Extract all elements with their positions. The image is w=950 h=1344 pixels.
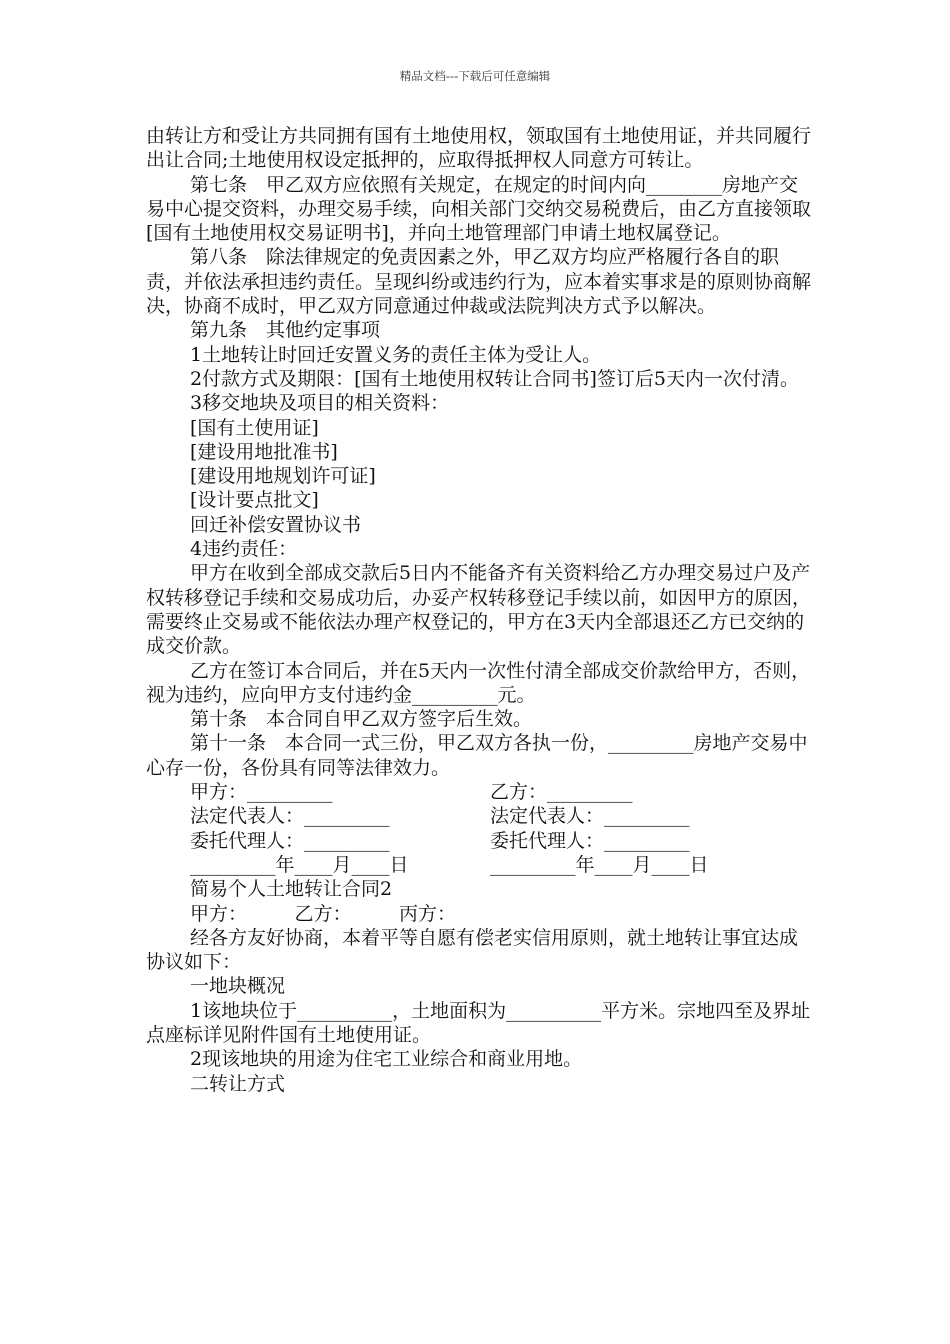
party-b-legal-rep: 法定代表人：_________ [490,805,690,828]
party-a-date: _________年____月____日 [190,853,409,876]
contract-2-section-2: 二转让方式 [190,1072,286,1095]
party-a-legal-rep: 法定代表人：_________ [190,805,390,828]
contract-2-title: 简易个人土地转让合同2 [190,878,393,901]
article-8: 第八条 除法律规定的免责因素之外，甲乙双方均应严格履行各自的职责，并依法承担违约责任。呈现纠纷或违约行为，应本着实事求是的原则协商解决，协商不成时，甲乙双方同意通过仲裁或法院判决方式予以解决。 [146,246,812,318]
document-body [146,124,811,1096]
signature-row [146,780,811,804]
party-b-date: _________年____月____日 [490,853,709,876]
party-a-agent: 委托代理人：_________ [190,829,390,852]
document-list-item: [国有土使用证] [190,416,319,439]
document-list-item: 回迁补偿安置协议书 [190,513,362,536]
article-11: 第十一条 本合同一式三份，甲乙双方各执一份，_________房地产交易中心存一份，各份具有同等法律效力。 [146,732,808,779]
article-9-item-1: 1土地转让时回迁安置义务的责任主体为受让人。 [190,343,602,366]
contract-2-intro: 经各方友好协商，本着平等自愿有偿老实信用原则，就土地转让事宜达成协议如下： [146,926,799,974]
document-list-item: [设计要点批文] [190,489,319,512]
contract-2-parties: 甲方： 乙方： 丙方： [190,902,457,925]
contract-2-item-1: 1该地块位于__________，土地面积为__________平方米。宗地四至及界址点座标详见附件国有土地使用证。 [146,999,811,1046]
signature-row [146,829,811,853]
document-list-item: [建设用地批准书] [190,440,338,463]
article-7: 第七条 甲乙双方应依照有关规定，在规定的时间内向________房地产交易中心提交资料，办理交易手续，向相关部门交纳交易税费后，由乙方直接领取[国有土地使用权交易证明书]，并向土地管理部门申请土地权属登记。 [146,173,812,245]
signature-row [146,853,811,877]
article-9-item-2: 2付款方式及期限：[国有土地使用权转让合同书]签订后5天内一次付清。 [190,367,800,390]
signature-row [146,804,811,828]
article-9-item-3: 3移交地块及项目的相关资料： [190,392,450,415]
contract-2-section-1: 一地块概况 [190,975,286,998]
article-10: 第十条 本合同自甲乙双方签字后生效。 [190,708,533,731]
party-a-liability: 甲方在收到全部成交款后5日内不能备齐有关资料给乙方办理交易过户及产权转移登记手续和交易成功后，办妥产权转移登记手续以前，如因甲方的原因，需要终止交易或不能依法办理产权登记的，甲方在3天内全部退还乙方已交纳的成交价款。 [146,562,812,658]
party-b-signature: 乙方：_________ [490,781,633,804]
party-b-agent: 委托代理人：_________ [490,829,690,852]
party-a-signature: 甲方：_________ [190,781,333,804]
contract-2-item-2: 2现该地块的用途为住宅工业综合和商业用地。 [190,1048,583,1071]
article-9-heading: 第九条 其他约定事项 [190,319,381,342]
paragraph-transfer-conditions: 由转让方和受让方共同拥有国有土地使用权，领取国有土地使用证，并共同履行出让合同;土地使用权设定抵押的，应取得抵押权人同意方可转让。 [146,125,812,172]
party-b-liability: 乙方在签订本合同后，并在5天内一次性付清全部成交价款给甲方，否则，视为违约，应向甲方支付违约金_________元。 [146,659,811,706]
document-list-item: [建设用地规划许可证] [190,465,376,488]
page-header: 精品文档---下载后可任意编辑 [399,69,551,83]
article-9-item-4: 4违约责任： [190,538,298,561]
